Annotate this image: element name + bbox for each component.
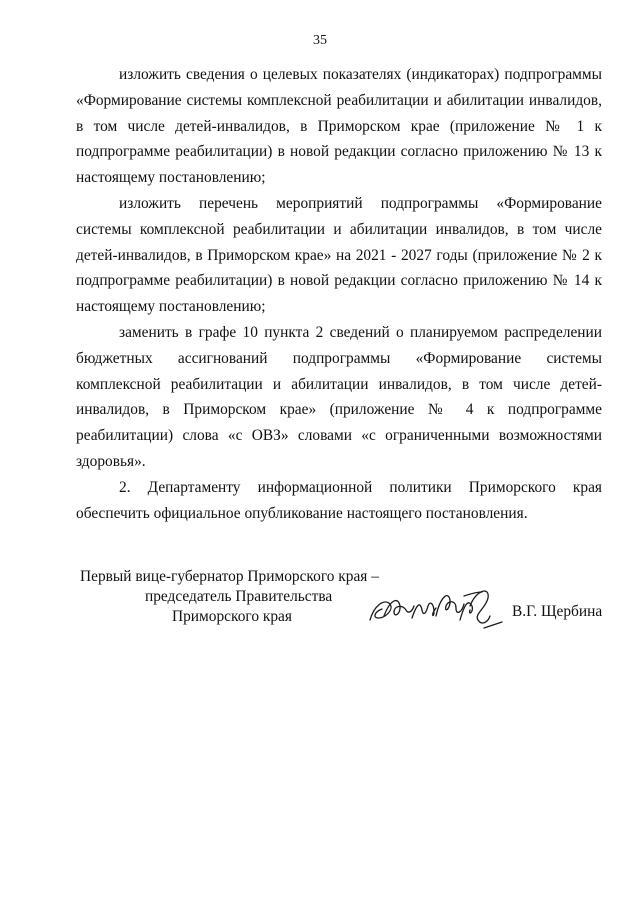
document-body: [76, 62, 602, 526]
signatory-title-line-3: Приморского края: [172, 608, 292, 625]
paragraph-target-indicators: изложить сведения о целевых показателях (индикаторах) подпрограммы «Формирование системы комплексной реабилитации и абилитации инвалидов, в том числе детей-инвалидов, в Приморском крае (приложение № 1 к подпрограмме реабилитации) в новой редакции согласно приложению № 13 к настоящему постановлению;: [76, 66, 602, 187]
handwritten-signature: [364, 576, 509, 636]
paragraph-budget-replacement: заменить в графе 10 пункта 2 сведений о планируемом распределении бюджетных ассигнований подпрограммы «Формирование системы комплексной реабилитации и абилитации инвалидов, в том числе детей-инвалидов, в Приморском крае» (приложение № 4 к подпрограмме реабилитации) слова «с ОВЗ» словами «с ограниченными возможностями здоровья».: [76, 323, 602, 470]
signatory-name: В.Г. Щербина: [512, 603, 603, 620]
signature-block: [80, 566, 610, 646]
paragraph-publication-order: 2. Департаменту информационной политики Приморского края обеспечить официальное опубликование настоящего постановления.: [76, 478, 602, 522]
paragraph-activities-list: изложить перечень мероприятий подпрограммы «Формирование системы комплексной реабилитации и абилитации инвалидов, в том числе детей-инвалидов, в Приморском крае» на 2021 - 2027 годы (приложение № 2 к подпрограмме реабилитации) в новой редакции согласно приложению № 14 к настоящему постановлению;: [76, 194, 602, 316]
page-number: 35: [313, 33, 327, 48]
signatory-title-line-2: председатель Правительства: [145, 588, 333, 605]
signatory-title-line-1: Первый вице-губернатор Приморского края –: [80, 568, 379, 585]
